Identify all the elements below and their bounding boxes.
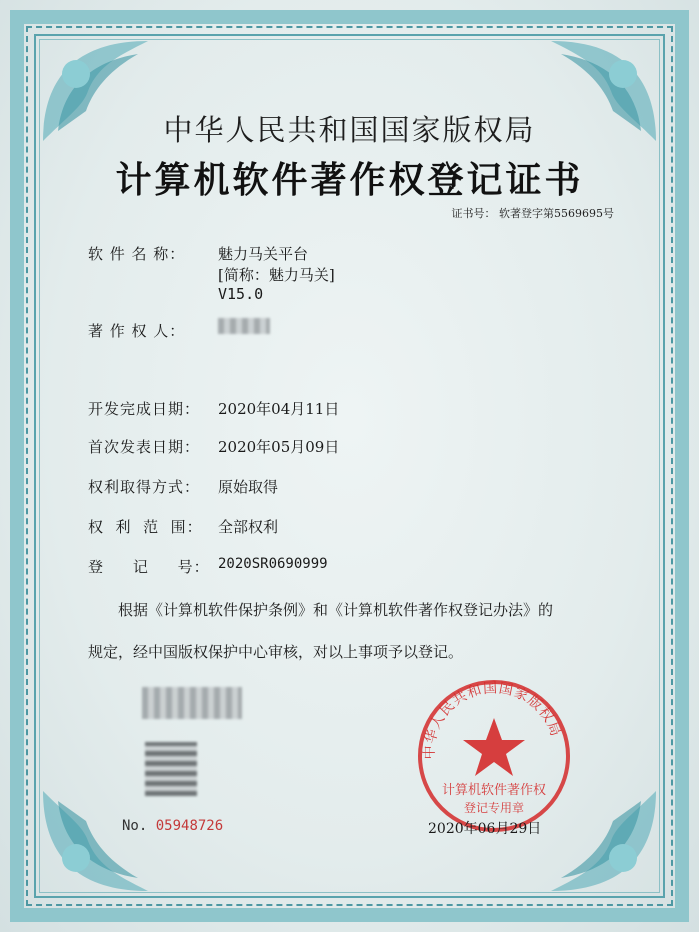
- seal-line-1: 计算机软件著作权: [441, 783, 547, 798]
- qr-code-redacted: [145, 742, 197, 796]
- pub-date-value: 2020年05月09日: [218, 438, 340, 456]
- pub-date-label: 首次发表日期：: [88, 438, 201, 456]
- signature-redacted: [142, 687, 242, 719]
- serial-number: [122, 818, 223, 834]
- software-short-name: [简称：魅力马关]: [218, 266, 335, 284]
- dev-date-value: 2020年04月11日: [218, 400, 340, 418]
- certificate-title: 计算机软件著作权登记证书: [115, 159, 584, 201]
- seal-arc-text: 中华人民共和国国家版权局: [421, 680, 564, 760]
- issuing-authority: 中华人民共和国国家版权局: [163, 113, 536, 147]
- corner-ornament-icon: [38, 786, 168, 896]
- rights-method-value: 原始取得: [218, 478, 279, 496]
- certificate-number-label: 证书号：: [451, 207, 496, 220]
- seal-line-2: 登记专用章: [463, 801, 525, 815]
- serial-value: 05948726: [155, 818, 224, 834]
- official-seal-icon: [414, 676, 574, 836]
- statement-line-2: 规定，经中国版权保护中心审核，对以上事项予以登记。: [88, 643, 464, 661]
- certificate-number: [452, 205, 615, 221]
- rights-scope-label: 权 利 范 围：: [88, 518, 203, 536]
- software-version: V15.0: [218, 285, 264, 303]
- statement-line-1: 根据《计算机软件保护条例》和《计算机软件著作权登记办法》的: [118, 601, 554, 619]
- serial-prefix: No.: [122, 818, 148, 834]
- software-name-label: 软 件 名 称：: [88, 245, 186, 263]
- registration-number-value: 2020SR0690999: [218, 556, 328, 572]
- certificate-number-value: 软著登字第5569695号: [499, 207, 614, 220]
- rights-scope-value: 全部权利: [218, 518, 279, 536]
- software-name-value: 魅力马关平台: [218, 245, 309, 263]
- dev-date-label: 开发完成日期：: [88, 400, 201, 418]
- owner-label: 著 作 权 人：: [88, 322, 186, 340]
- rights-method-label: 权利取得方式：: [88, 478, 201, 496]
- owner-redacted: [218, 318, 270, 334]
- registration-number-label: 登 记 号：: [88, 558, 210, 576]
- issue-date: 2020年06月29日: [428, 821, 542, 837]
